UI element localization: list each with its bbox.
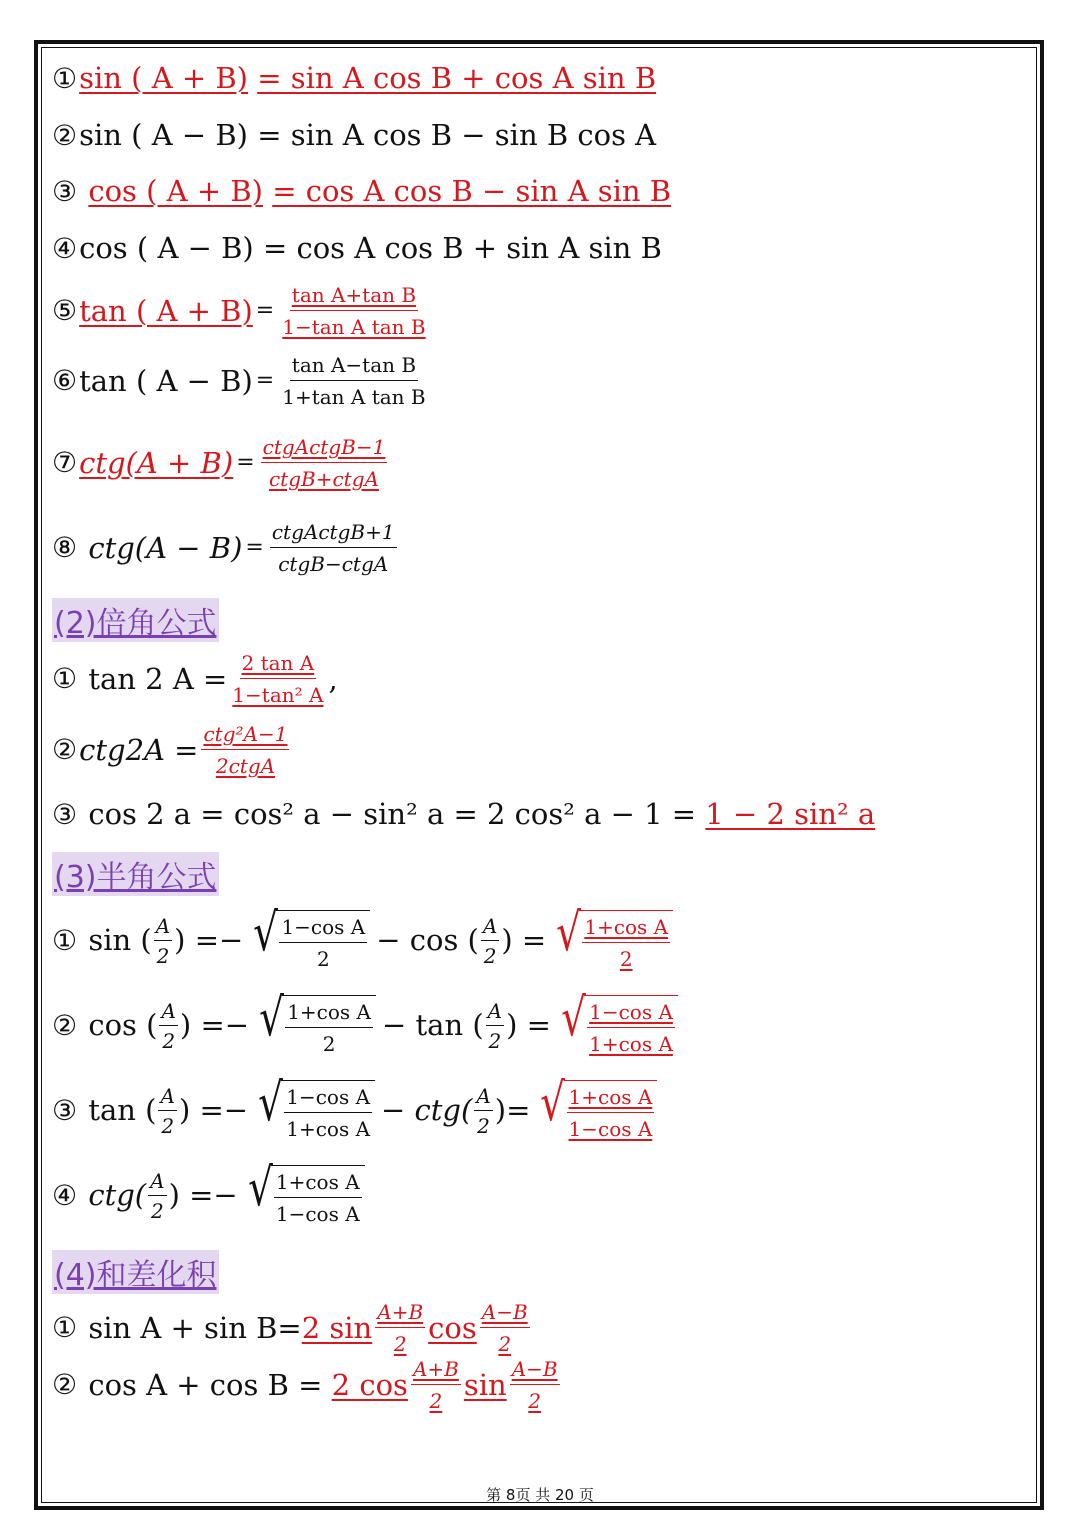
square-root: √ $\frac{\text{1−cos A}}{\text{1+cos A}}$ xyxy=(254,1080,375,1141)
heading-sum-to-product: (4)和差化积 xyxy=(52,1250,219,1294)
fraction: $\frac{\text{tan A+tan B}}{\text{1−tan A tan B}}$ xyxy=(282,283,426,339)
heading-half-angle: (3)半角公式 xyxy=(52,852,219,896)
fraction: A 2 xyxy=(487,998,503,1053)
formula-ctg-diff: ⑧ ctg(A − B) = $\frac{\text{ctgActgB+1}}{\text{ctgB−ctgA}}$ xyxy=(52,520,395,576)
formula-half-cos: ② cos ( A 2 ) =− √ $\frac{\text{1+cos A}}{2}$ − tan ( A 2 ) = √ $\frac{\text{1−cos A}}{\text{1+cos A}}$ xyxy=(52,995,684,1056)
fraction: $\frac{A-B}{2}$ xyxy=(481,1300,528,1356)
formula-cos-sum: ③ cos ( A + B) = cos A cos B − sin A sin B xyxy=(52,174,672,208)
fraction: A 2 xyxy=(160,1083,175,1138)
formula-cos-diff: ④ cos ( A − B) = cos A cos B + sin A sin B xyxy=(52,231,662,265)
square-root: √ $\frac{\text{1+cos A}}{2}$ xyxy=(255,995,376,1056)
fraction: $\frac{A-B}{2}$ xyxy=(511,1357,558,1413)
square-root: √ $\frac{\text{1+cos A}}{2}$ xyxy=(552,910,673,971)
formula-ctg-sum: ⑦ ctg(A + B) = $\frac{\text{ctgActgB−1}}{\text{ctgB+ctgA}}$ xyxy=(52,435,386,491)
heading-double-angle: (2)倍角公式 xyxy=(52,598,219,642)
square-root: √ $\frac{\text{1+cos A}}{\text{1−cos A}}$ xyxy=(536,1080,657,1141)
square-root: √ $\frac{\text{1−cos A}}{2}$ xyxy=(249,910,370,971)
fraction: A 2 xyxy=(161,998,176,1053)
formula-half-ctg: ④ ctg( A 2 ) =− √ $\frac{\text{1+cos A}}{\text{1−cos A}}$ xyxy=(52,1165,371,1226)
formula-half-sin: ① sin ( A 2 ) =− √ $\frac{\text{1−cos A}}{2}$ − cos ( A 2 ) = √ $\frac{\text{1+cos A}}{2}$ xyxy=(52,910,679,971)
formula-cos-sum-product: ② cos A + cos B = 2 cos $\frac{A+B}{2}$ sin $\frac{A-B}{2}$ xyxy=(52,1357,558,1413)
page-footer: 第 8页 共 20 页 xyxy=(486,1486,594,1504)
formula-tan-sum: ⑤ tan ( A + B) = $\frac{\text{tan A+tan B}}{\text{1−tan A tan B}}$ xyxy=(52,283,426,339)
formula-cos-double: ③ cos 2 a = cos² a − sin² a = 2 cos² a − 1 = 1 − 2 sin² a xyxy=(52,797,876,831)
fraction: $\frac{\text{ctgActgB−1}}{\text{ctgB+ctgA}}$ xyxy=(262,435,386,491)
fraction: $\frac{\text{ctg²A−1}}{\text{2ctgA}}$ xyxy=(203,722,288,778)
formula-tan-diff: ⑥ tan ( A − B) = $\frac{\text{tan A−tan B}}{\text{1+tan A tan B}}$ xyxy=(52,353,426,409)
formula-sin-sum-product: ① sin A + sin B= 2 sin $\frac{A+B}{2}$ cos $\frac{A-B}{2}$ xyxy=(52,1300,528,1356)
fraction: A 2 xyxy=(150,1168,165,1223)
formula-sin-sum: ① sin ( A + B) = sin A cos B + cos A sin B xyxy=(52,61,657,95)
formula-sin-diff: ② sin ( A − B) = sin A cos B − sin B cos A xyxy=(52,118,657,152)
formula-tan-double: ① tan 2 A = $\frac{\text{2 tan A}}{\text{1−tan² A}}$ , xyxy=(52,651,338,707)
formula-ctg-double: ② ctg2A = $\frac{\text{ctg²A−1}}{\text{2ctgA}}$ xyxy=(52,722,288,778)
fraction: $\frac{A+B}{2}$ xyxy=(412,1357,459,1413)
formula-half-tan: ③ tan ( A 2 ) =− √ $\frac{\text{1−cos A}}{\text{1+cos A}}$ − ctg( A 2 )= √ $\frac{\text{1+cos A}}{\text{1−cos A}}$ xyxy=(52,1080,663,1141)
fraction: $\frac{\text{tan A−tan B}}{\text{1+tan A tan B}}$ xyxy=(282,353,426,409)
fraction: A 2 xyxy=(155,913,171,968)
fraction: A 2 xyxy=(482,913,498,968)
fraction: $\frac{A+B}{2}$ xyxy=(377,1300,424,1356)
square-root: √ $\frac{\text{1+cos A}}{\text{1−cos A}}$ xyxy=(244,1165,365,1226)
fraction: $\frac{\text{2 tan A}}{\text{1−tan² A}}$ xyxy=(232,651,324,707)
fraction: A 2 xyxy=(476,1083,491,1138)
square-root: √ $\frac{\text{1−cos A}}{\text{1+cos A}}$ xyxy=(557,995,678,1056)
fraction: $\frac{\text{ctgActgB+1}}{\text{ctgB−ctgA}}$ xyxy=(271,520,395,576)
